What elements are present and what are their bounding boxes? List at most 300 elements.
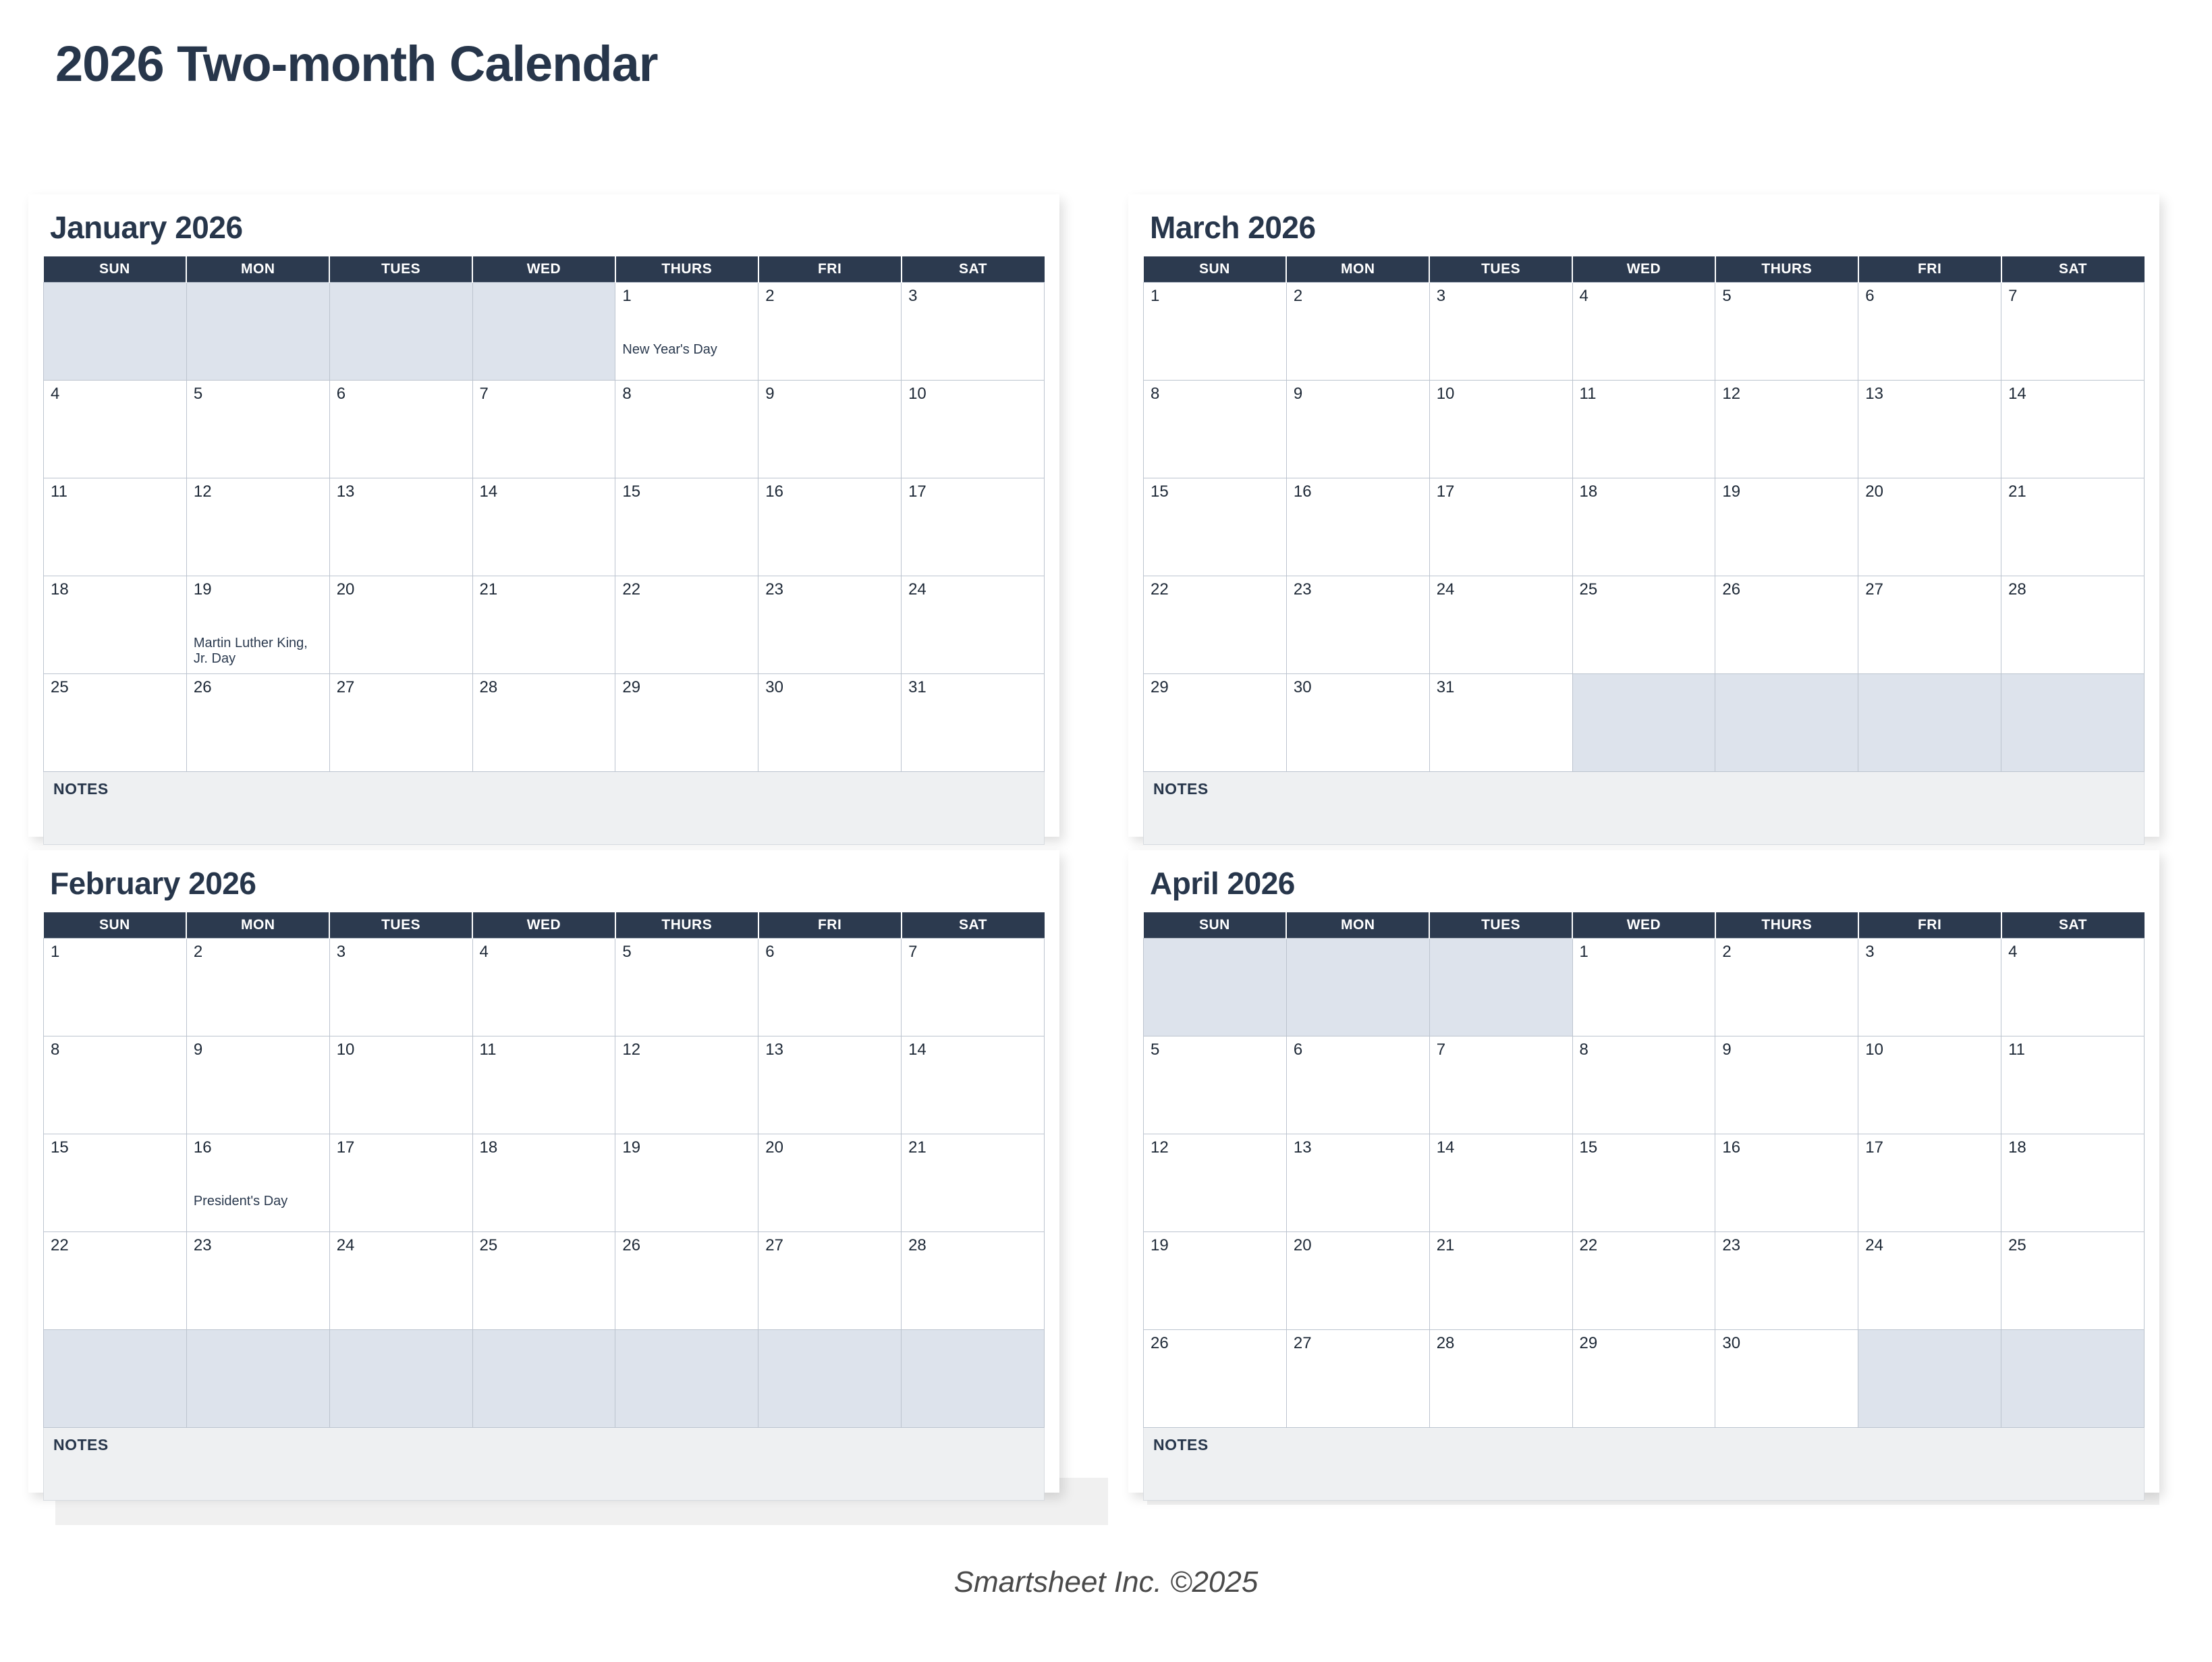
weekday-header-sun: SUN xyxy=(44,256,187,283)
weekday-header-wed: WED xyxy=(1572,912,1715,939)
day-number: 1 xyxy=(1151,287,1160,305)
calendar-day-cell[interactable] xyxy=(615,1036,758,1134)
day-number: 26 xyxy=(193,678,212,696)
day-number: 30 xyxy=(1293,678,1312,696)
day-number: 27 xyxy=(1293,1334,1312,1352)
calendar-week-row xyxy=(1144,1134,2145,1232)
day-number: 27 xyxy=(1865,580,1883,599)
day-number: 14 xyxy=(908,1041,927,1059)
calendar-table-january xyxy=(43,256,1045,772)
calendar-day-cell[interactable] xyxy=(1858,283,2001,381)
day-number: 5 xyxy=(1722,287,1732,305)
calendar-day-cell[interactable] xyxy=(758,674,902,772)
month-panel-march xyxy=(1128,194,2159,837)
day-number: 15 xyxy=(51,1138,69,1157)
calendar-day-cell[interactable] xyxy=(758,939,902,1036)
day-number: 3 xyxy=(1865,943,1875,961)
weekday-header-sat: SAT xyxy=(902,256,1045,283)
calendar-cell-empty xyxy=(186,1330,329,1428)
calendar-day-cell[interactable] xyxy=(758,576,902,674)
calendar-day-cell[interactable] xyxy=(758,1232,902,1330)
day-number: 24 xyxy=(336,1236,355,1254)
calendar-day-cell[interactable] xyxy=(902,1036,1045,1134)
calendar-cell-empty xyxy=(44,283,187,381)
day-number: 7 xyxy=(479,385,489,403)
calendar-day-cell[interactable] xyxy=(2001,576,2145,674)
calendar-day-cell[interactable] xyxy=(758,283,902,381)
month-panel-january xyxy=(28,194,1059,837)
calendar-week-row xyxy=(44,1134,1045,1232)
calendar-cell-empty xyxy=(1144,939,1287,1036)
calendar-day-cell[interactable] xyxy=(758,381,902,478)
calendar-cell-empty xyxy=(2001,674,2145,772)
weekday-header-thurs: THURS xyxy=(615,912,758,939)
day-number: 15 xyxy=(622,482,641,501)
calendar-day-cell[interactable] xyxy=(186,1134,329,1232)
calendar-day-cell[interactable] xyxy=(1144,283,1287,381)
calendar-day-cell[interactable] xyxy=(329,478,472,576)
day-number: 9 xyxy=(193,1041,203,1059)
calendar-day-cell[interactable] xyxy=(1572,381,1715,478)
calendar-day-cell[interactable] xyxy=(1286,1232,1429,1330)
calendar-day-cell[interactable] xyxy=(329,1232,472,1330)
calendar-day-cell[interactable] xyxy=(186,1232,329,1330)
calendar-day-cell[interactable] xyxy=(1144,576,1287,674)
calendar-table-march xyxy=(1143,256,2145,772)
calendar-day-cell[interactable] xyxy=(1858,576,2001,674)
calendar-day-cell[interactable] xyxy=(902,283,1045,381)
day-number: 8 xyxy=(622,385,632,403)
calendar-table-april xyxy=(1143,912,2145,1428)
calendar-cell-empty xyxy=(1429,939,1572,1036)
calendar-day-cell[interactable] xyxy=(2001,1232,2145,1330)
calendar-cell-empty xyxy=(44,1330,187,1428)
calendar-grid xyxy=(43,912,1045,1428)
calendar-day-cell[interactable] xyxy=(44,576,187,674)
calendar-day-cell[interactable] xyxy=(1286,381,1429,478)
day-number: 20 xyxy=(336,580,355,599)
calendar-day-cell[interactable] xyxy=(758,1036,902,1134)
weekday-header-row xyxy=(1144,256,2145,283)
calendar-day-cell[interactable] xyxy=(186,674,329,772)
calendar-week-row xyxy=(1144,1036,2145,1134)
day-number: 14 xyxy=(2008,385,2026,403)
day-number: 16 xyxy=(765,482,783,501)
calendar-day-cell[interactable] xyxy=(329,381,472,478)
calendar-day-cell[interactable] xyxy=(1144,1232,1287,1330)
day-number: 3 xyxy=(908,287,918,305)
calendar-week-row xyxy=(1144,283,2145,381)
calendar-day-cell[interactable] xyxy=(1286,478,1429,576)
day-number: 19 xyxy=(193,580,212,599)
weekday-header-thurs: THURS xyxy=(615,256,758,283)
day-number: 14 xyxy=(1436,1138,1455,1157)
calendar-day-cell[interactable] xyxy=(1429,674,1572,772)
day-number: 22 xyxy=(51,1236,69,1254)
calendar-day-cell[interactable] xyxy=(1144,478,1287,576)
calendar-day-cell[interactable] xyxy=(902,1134,1045,1232)
day-number: 25 xyxy=(1579,580,1598,599)
calendar-day-cell[interactable] xyxy=(1286,283,1429,381)
day-number: 5 xyxy=(193,385,203,403)
day-number: 16 xyxy=(1722,1138,1741,1157)
day-number: 25 xyxy=(51,678,69,696)
day-number: 20 xyxy=(765,1138,783,1157)
calendar-day-cell[interactable] xyxy=(615,939,758,1036)
day-number: 2 xyxy=(765,287,775,305)
day-number: 18 xyxy=(2008,1138,2026,1157)
calendar-cell-empty xyxy=(472,1330,615,1428)
calendar-day-cell[interactable] xyxy=(329,1036,472,1134)
day-number: 19 xyxy=(1722,482,1741,501)
day-number: 22 xyxy=(622,580,641,599)
calendar-day-cell[interactable] xyxy=(44,939,187,1036)
weekday-header-mon: MON xyxy=(186,256,329,283)
day-number: 2 xyxy=(1293,287,1303,305)
day-number: 23 xyxy=(193,1236,212,1254)
day-number: 17 xyxy=(1865,1138,1883,1157)
weekday-header-row xyxy=(44,912,1045,939)
day-number: 25 xyxy=(2008,1236,2026,1254)
weekday-header-mon: MON xyxy=(186,912,329,939)
calendar-day-cell[interactable] xyxy=(1858,381,2001,478)
calendar-day-cell[interactable] xyxy=(329,1134,472,1232)
day-number: 2 xyxy=(193,943,203,961)
calendar-week-row xyxy=(44,674,1045,772)
calendar-day-cell[interactable] xyxy=(1858,1134,2001,1232)
day-number: 16 xyxy=(193,1138,212,1157)
calendar-cell-empty xyxy=(1715,674,1858,772)
weekday-header-mon: MON xyxy=(1286,912,1429,939)
calendar-day-cell[interactable] xyxy=(472,576,615,674)
calendar-cell-empty xyxy=(186,283,329,381)
calendar-day-cell[interactable] xyxy=(1144,1330,1287,1428)
day-number: 9 xyxy=(1293,385,1303,403)
day-number: 18 xyxy=(51,580,69,599)
day-number: 7 xyxy=(908,943,918,961)
calendar-day-cell[interactable] xyxy=(1429,478,1572,576)
calendar-day-cell[interactable] xyxy=(2001,1134,2145,1232)
day-number: 30 xyxy=(1722,1334,1741,1352)
calendar-week-row xyxy=(44,1232,1045,1330)
calendar-day-cell[interactable] xyxy=(44,381,187,478)
calendar-week-row xyxy=(44,939,1045,1036)
day-number: 4 xyxy=(51,385,60,403)
notes-label: NOTES xyxy=(1153,780,1209,798)
calendar-day-cell[interactable] xyxy=(1572,1134,1715,1232)
day-number: 6 xyxy=(1865,287,1875,305)
calendar-day-cell[interactable] xyxy=(1429,1134,1572,1232)
day-number: 7 xyxy=(1436,1041,1446,1059)
calendar-day-cell[interactable] xyxy=(1572,1232,1715,1330)
day-number: 6 xyxy=(1293,1041,1303,1059)
calendar-day-cell[interactable] xyxy=(329,674,472,772)
notes-area-january[interactable] xyxy=(43,772,1045,845)
day-number: 18 xyxy=(1579,482,1598,501)
notes-label: NOTES xyxy=(53,1436,109,1453)
month-title-february: February 2026 xyxy=(50,866,256,901)
weekday-header-fri: FRI xyxy=(1858,912,2001,939)
calendar-day-cell[interactable] xyxy=(1286,674,1429,772)
day-number: 29 xyxy=(1151,678,1169,696)
calendar-day-cell[interactable] xyxy=(758,478,902,576)
weekday-header-fri: FRI xyxy=(1858,256,2001,283)
calendar-day-cell[interactable] xyxy=(1144,381,1287,478)
notes-area-february[interactable] xyxy=(43,1428,1045,1501)
day-number: 5 xyxy=(622,943,632,961)
calendar-day-cell[interactable] xyxy=(1572,939,1715,1036)
calendar-day-cell[interactable] xyxy=(615,478,758,576)
day-number: 21 xyxy=(2008,482,2026,501)
calendar-day-cell[interactable] xyxy=(44,1036,187,1134)
page-title: 2026 Two-month Calendar xyxy=(55,36,658,92)
calendar-day-cell[interactable] xyxy=(472,939,615,1036)
calendar-day-cell[interactable] xyxy=(1715,939,1858,1036)
calendar-day-cell[interactable] xyxy=(186,576,329,674)
calendar-cell-empty xyxy=(758,1330,902,1428)
notes-label: NOTES xyxy=(1153,1436,1209,1453)
day-number: 17 xyxy=(336,1138,355,1157)
calendar-day-cell[interactable] xyxy=(1429,381,1572,478)
day-number: 12 xyxy=(1151,1138,1169,1157)
calendar-day-cell[interactable] xyxy=(329,939,472,1036)
calendar-day-cell[interactable] xyxy=(615,1134,758,1232)
day-number: 17 xyxy=(1436,482,1455,501)
calendar-day-cell[interactable] xyxy=(1858,1036,2001,1134)
day-number: 28 xyxy=(908,1236,927,1254)
day-number: 10 xyxy=(1436,385,1455,403)
day-number: 1 xyxy=(622,287,632,305)
calendar-day-cell[interactable] xyxy=(1715,1330,1858,1428)
calendar-day-cell[interactable] xyxy=(2001,381,2145,478)
calendar-grid xyxy=(1143,256,2145,772)
calendar-week-row xyxy=(1144,478,2145,576)
calendar-day-cell[interactable] xyxy=(1429,1232,1572,1330)
day-number: 26 xyxy=(622,1236,641,1254)
calendar-cell-empty xyxy=(2001,1330,2145,1428)
day-number: 13 xyxy=(1865,385,1883,403)
calendar-day-cell[interactable] xyxy=(44,1134,187,1232)
calendar-day-cell[interactable] xyxy=(615,674,758,772)
calendar-day-cell[interactable] xyxy=(1715,576,1858,674)
day-number: 31 xyxy=(1436,678,1455,696)
calendar-day-cell[interactable] xyxy=(1858,1232,2001,1330)
calendar-week-row xyxy=(44,283,1045,381)
calendar-day-cell[interactable] xyxy=(1715,381,1858,478)
calendar-week-row xyxy=(1144,1232,2145,1330)
calendar-day-cell[interactable] xyxy=(1858,478,2001,576)
calendar-day-cell[interactable] xyxy=(902,939,1045,1036)
calendar-day-cell[interactable] xyxy=(186,1036,329,1134)
calendar-cell-empty xyxy=(1572,674,1715,772)
day-number: 14 xyxy=(479,482,498,501)
calendar-cell-empty xyxy=(615,1330,758,1428)
day-number: 26 xyxy=(1722,580,1741,599)
day-number: 22 xyxy=(1579,1236,1598,1254)
calendar-week-row xyxy=(1144,939,2145,1036)
weekday-header-wed: WED xyxy=(1572,256,1715,283)
day-number: 28 xyxy=(2008,580,2026,599)
day-number: 12 xyxy=(622,1041,641,1059)
calendar-cell-empty xyxy=(1858,674,2001,772)
day-number: 27 xyxy=(765,1236,783,1254)
calendar-week-row xyxy=(1144,674,2145,772)
day-number: 28 xyxy=(479,678,498,696)
weekday-header-sat: SAT xyxy=(2001,256,2145,283)
calendar-day-cell[interactable] xyxy=(1429,576,1572,674)
day-number: 23 xyxy=(1722,1236,1741,1254)
weekday-header-wed: WED xyxy=(472,912,615,939)
calendar-day-cell[interactable] xyxy=(902,478,1045,576)
calendar-day-cell[interactable] xyxy=(615,283,758,381)
calendar-day-cell[interactable] xyxy=(1429,1330,1572,1428)
weekday-header-sun: SUN xyxy=(44,912,187,939)
holiday-label: President's Day xyxy=(193,1194,288,1209)
day-number: 4 xyxy=(2008,943,2018,961)
calendar-day-cell[interactable] xyxy=(1144,1134,1287,1232)
day-number: 13 xyxy=(765,1041,783,1059)
holiday-label: Martin Luther King, Jr. Day xyxy=(193,636,308,666)
calendar-day-cell[interactable] xyxy=(1715,478,1858,576)
day-number: 11 xyxy=(479,1041,497,1059)
calendar-day-cell[interactable] xyxy=(2001,1036,2145,1134)
weekday-header-tues: TUES xyxy=(329,912,472,939)
calendar-day-cell[interactable] xyxy=(472,478,615,576)
day-number: 24 xyxy=(908,580,927,599)
calendar-day-cell[interactable] xyxy=(758,1134,902,1232)
day-number: 6 xyxy=(336,385,346,403)
day-number: 23 xyxy=(1293,580,1312,599)
day-number: 29 xyxy=(1579,1334,1598,1352)
calendar-day-cell[interactable] xyxy=(615,576,758,674)
day-number: 10 xyxy=(1865,1041,1883,1059)
day-number: 2 xyxy=(1722,943,1732,961)
day-number: 21 xyxy=(479,580,498,599)
day-number: 16 xyxy=(1293,482,1312,501)
footer-copyright: Smartsheet Inc. ©2025 xyxy=(953,1566,1259,1599)
day-number: 30 xyxy=(765,678,783,696)
day-number: 22 xyxy=(1151,580,1169,599)
calendar-day-cell[interactable] xyxy=(615,1232,758,1330)
calendar-day-cell[interactable] xyxy=(1144,674,1287,772)
weekday-header-fri: FRI xyxy=(758,256,902,283)
calendar-day-cell[interactable] xyxy=(44,478,187,576)
weekday-header-sat: SAT xyxy=(2001,912,2145,939)
day-number: 11 xyxy=(1579,385,1597,403)
weekday-header-tues: TUES xyxy=(329,256,472,283)
day-number: 24 xyxy=(1865,1236,1883,1254)
day-number: 28 xyxy=(1436,1334,1455,1352)
day-number: 21 xyxy=(908,1138,927,1157)
calendar-day-cell[interactable] xyxy=(1429,1036,1572,1134)
calendar-day-cell[interactable] xyxy=(2001,939,2145,1036)
day-number: 4 xyxy=(1579,287,1588,305)
calendar-day-cell[interactable] xyxy=(1715,283,1858,381)
day-number: 17 xyxy=(908,482,927,501)
calendar-week-row xyxy=(1144,381,2145,478)
day-number: 20 xyxy=(1293,1236,1312,1254)
weekday-header-wed: WED xyxy=(472,256,615,283)
calendar-day-cell[interactable] xyxy=(472,674,615,772)
calendar-day-cell[interactable] xyxy=(44,1232,187,1330)
calendar-day-cell[interactable] xyxy=(1572,478,1715,576)
month-title-march: March 2026 xyxy=(1150,210,1316,245)
calendar-day-cell[interactable] xyxy=(1572,1330,1715,1428)
calendar-day-cell[interactable] xyxy=(472,1134,615,1232)
calendar-day-cell[interactable] xyxy=(186,939,329,1036)
day-number: 3 xyxy=(1436,287,1446,305)
weekday-header-thurs: THURS xyxy=(1715,912,1858,939)
calendar-day-cell[interactable] xyxy=(1715,1036,1858,1134)
month-title-january: January 2026 xyxy=(50,210,243,245)
calendar-day-cell[interactable] xyxy=(472,1232,615,1330)
month-title-april: April 2026 xyxy=(1150,866,1295,901)
calendar-day-cell[interactable] xyxy=(1715,1232,1858,1330)
calendar-day-cell[interactable] xyxy=(615,381,758,478)
calendar-day-cell[interactable] xyxy=(902,576,1045,674)
weekday-header-tues: TUES xyxy=(1429,256,1572,283)
day-number: 31 xyxy=(908,678,927,696)
calendar-day-cell[interactable] xyxy=(1858,939,2001,1036)
calendar-day-cell[interactable] xyxy=(1429,283,1572,381)
day-number: 13 xyxy=(336,482,355,501)
calendar-day-cell[interactable] xyxy=(1286,1134,1429,1232)
day-number: 26 xyxy=(1151,1334,1169,1352)
day-number: 1 xyxy=(1579,943,1588,961)
calendar-day-cell[interactable] xyxy=(1572,1036,1715,1134)
calendar-cell-empty xyxy=(1286,939,1429,1036)
calendar-day-cell[interactable] xyxy=(902,674,1045,772)
calendar-day-cell[interactable] xyxy=(902,1232,1045,1330)
calendar-day-cell[interactable] xyxy=(1286,1330,1429,1428)
day-number: 19 xyxy=(622,1138,641,1157)
notes-area-april[interactable] xyxy=(1143,1428,2145,1501)
calendar-grid xyxy=(43,256,1045,772)
day-number: 7 xyxy=(2008,287,2018,305)
calendar-day-cell[interactable] xyxy=(186,478,329,576)
calendar-day-cell[interactable] xyxy=(186,381,329,478)
day-number: 9 xyxy=(1722,1041,1732,1059)
calendar-week-row xyxy=(1144,1330,2145,1428)
calendar-day-cell[interactable] xyxy=(1572,283,1715,381)
calendar-day-cell[interactable] xyxy=(44,674,187,772)
month-panel-february xyxy=(28,850,1059,1493)
month-panel-april xyxy=(1128,850,2159,1493)
calendar-day-cell[interactable] xyxy=(2001,283,2145,381)
calendar-cell-empty xyxy=(329,283,472,381)
calendar-day-cell[interactable] xyxy=(1286,576,1429,674)
notes-area-march[interactable] xyxy=(1143,772,2145,845)
day-number: 19 xyxy=(1151,1236,1169,1254)
day-number: 21 xyxy=(1436,1236,1455,1254)
weekday-header-sun: SUN xyxy=(1144,256,1287,283)
calendar-day-cell[interactable] xyxy=(472,381,615,478)
weekday-header-sat: SAT xyxy=(902,912,1045,939)
calendar-day-cell[interactable] xyxy=(1144,1036,1287,1134)
calendar-day-cell[interactable] xyxy=(1572,576,1715,674)
calendar-day-cell[interactable] xyxy=(2001,478,2145,576)
calendar-day-cell[interactable] xyxy=(1286,1036,1429,1134)
calendar-week-row xyxy=(44,478,1045,576)
calendar-day-cell[interactable] xyxy=(329,576,472,674)
day-number: 3 xyxy=(336,943,346,961)
calendar-day-cell[interactable] xyxy=(902,381,1045,478)
day-number: 12 xyxy=(193,482,212,501)
calendar-day-cell[interactable] xyxy=(1715,1134,1858,1232)
day-number: 11 xyxy=(2008,1041,2025,1059)
calendar-day-cell[interactable] xyxy=(472,1036,615,1134)
day-number: 23 xyxy=(765,580,783,599)
